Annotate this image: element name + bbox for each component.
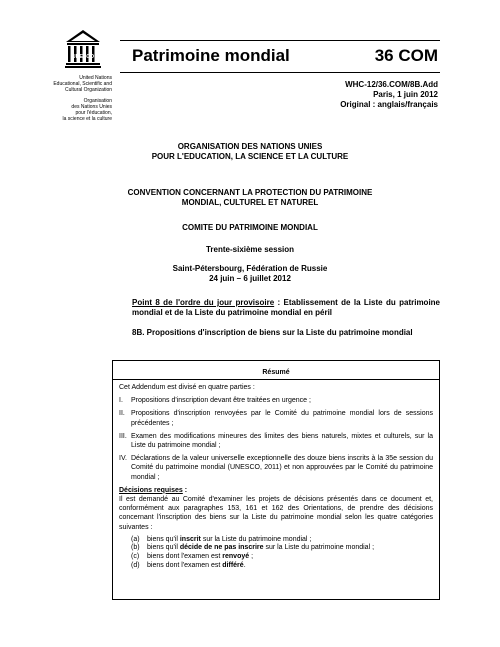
header-title: Patrimoine mondial — [132, 46, 290, 65]
document-meta — [340, 80, 438, 110]
decisions-text: Il est demandé au Comité d'examiner les projets de décisions présentés dans ce document et, conformément aux paragraphes 153, 161 et 162 des Orientations, de prendre des décisions concernant l'inscription des biens sur la Liste du patrimoine mondial selon les quatre catégories suivantes : — [119, 496, 433, 531]
option-text: . — [243, 561, 246, 569]
header-rule-bottom — [120, 72, 440, 73]
list-item — [119, 409, 433, 427]
venue-line: Saint-Pétersbourg, Fédération de Russie — [172, 264, 328, 273]
list-item-text: Propositions d'inscription renvoyées par le Comité du patrimoine mondial lors de sessions précédentes ; — [131, 410, 433, 427]
svg-text:UNESCO: UNESCO — [71, 54, 95, 60]
logo-line: Cultural Organization — [65, 87, 112, 94]
option-keyword: décide de ne pas inscrire — [179, 544, 264, 552]
logo-line: des Nations Unies — [71, 103, 112, 110]
summary-box — [112, 360, 440, 600]
list-item-number: I. — [119, 397, 123, 405]
option-item — [131, 553, 433, 562]
option-item — [131, 562, 433, 571]
list-item — [119, 432, 433, 450]
list-item-text: Examen des modifications mineures des limites des biens naturels, mixtes et culturels, sur la Liste du patrimoine mondial ; — [131, 432, 433, 450]
org-line: ORGANISATION DES NATIONS UNIES — [177, 142, 323, 151]
option-text: biens qu'il — [147, 535, 180, 543]
agenda-point — [132, 298, 440, 318]
option-item — [131, 544, 433, 553]
summary-heading: Résumé — [262, 369, 290, 376]
option-letter: (b) — [131, 544, 140, 552]
option-text: biens dont l'examen est — [147, 561, 223, 569]
option-text: biens dont l'examen est — [147, 553, 223, 561]
agenda-point-text: : Etablissement de la Liste du patrimoine mondial et de la Liste du patrimoine mondial en péril — [132, 298, 441, 317]
convention-line: CONVENTION CONCERNANT LA PROTECTION DU PATRIMOINE — [127, 188, 373, 197]
logo-line: Organisation — [83, 97, 112, 104]
logo-line: United Nations — [79, 75, 112, 81]
summary-body — [119, 383, 433, 570]
convention-heading — [0, 188, 500, 208]
logo-caption — [52, 75, 112, 122]
summary-intro: Cet Addendum est divisé en quatre parties : — [119, 384, 255, 391]
org-line: POUR L'EDUCATION, LA SCIENCE ET LA CULTURE — [151, 152, 349, 161]
header-rule-top — [120, 40, 440, 41]
list-item-text: Propositions d'inscription devant être traitées en urgence ; — [131, 397, 311, 405]
document-original: Original : anglais/français — [340, 100, 438, 109]
unesco-temple-icon — [64, 28, 102, 70]
agenda-point-label: Point 8 de l'ordre du jour provisoire — [132, 298, 275, 307]
option-letter: (a) — [131, 535, 140, 543]
unesco-logo — [64, 28, 102, 75]
option-text: ; — [249, 553, 254, 561]
list-item-number: IV. — [119, 455, 127, 463]
logo-line: la science et la culture — [62, 116, 112, 123]
list-item — [119, 396, 433, 405]
summary-rule — [113, 379, 439, 380]
option-text: biens qu'il — [147, 544, 180, 552]
agenda-sub-item: 8B. Propositions d'inscription de biens sur la Liste du patrimoine mondial — [132, 328, 413, 337]
list-item-text: Déclarations de la valeur universelle exceptionnelle des douze biens inscrits à la 35e session du Comité du patrimoine mondial (UNESCO, 2011) et non approuvées par le Comité du patrimoine mondial ; — [131, 455, 433, 481]
logo-line: Educational, Scientific and — [53, 81, 112, 88]
list-item — [119, 454, 433, 482]
option-keyword: inscrit — [179, 535, 201, 543]
convention-line: MONDIAL, CULTUREL ET NATUREL — [181, 198, 319, 207]
session-heading: Trente-sixième session — [205, 245, 295, 254]
venue-line: 24 juin – 6 juillet 2012 — [209, 274, 291, 283]
list-item-number: II. — [119, 410, 125, 418]
document-date: Paris, 1 juin 2012 — [373, 90, 438, 99]
option-text: sur la Liste du patrimoine mondial ; — [263, 544, 375, 552]
header-session: 36 COM — [374, 46, 438, 65]
list-item-number: III. — [119, 432, 127, 440]
option-letter: (d) — [131, 561, 140, 569]
decisions-colon: : — [182, 486, 188, 494]
option-letter: (c) — [131, 553, 140, 561]
logo-line: pour l'éducation, — [75, 110, 112, 117]
decisions-paragraph — [119, 486, 433, 532]
organisation-heading — [0, 142, 500, 162]
option-keyword: renvoyé — [222, 553, 250, 561]
committee-heading: COMITE DU PATRIMOINE MONDIAL — [182, 223, 318, 232]
venue-heading — [0, 264, 500, 284]
document-ref: WHC-12/36.COM/8B.Add — [345, 80, 438, 89]
option-keyword: différé — [222, 561, 244, 569]
option-text: sur la Liste du patrimoine mondial ; — [200, 535, 312, 543]
option-item — [131, 536, 433, 545]
decisions-label: Décisions requises — [119, 486, 183, 494]
